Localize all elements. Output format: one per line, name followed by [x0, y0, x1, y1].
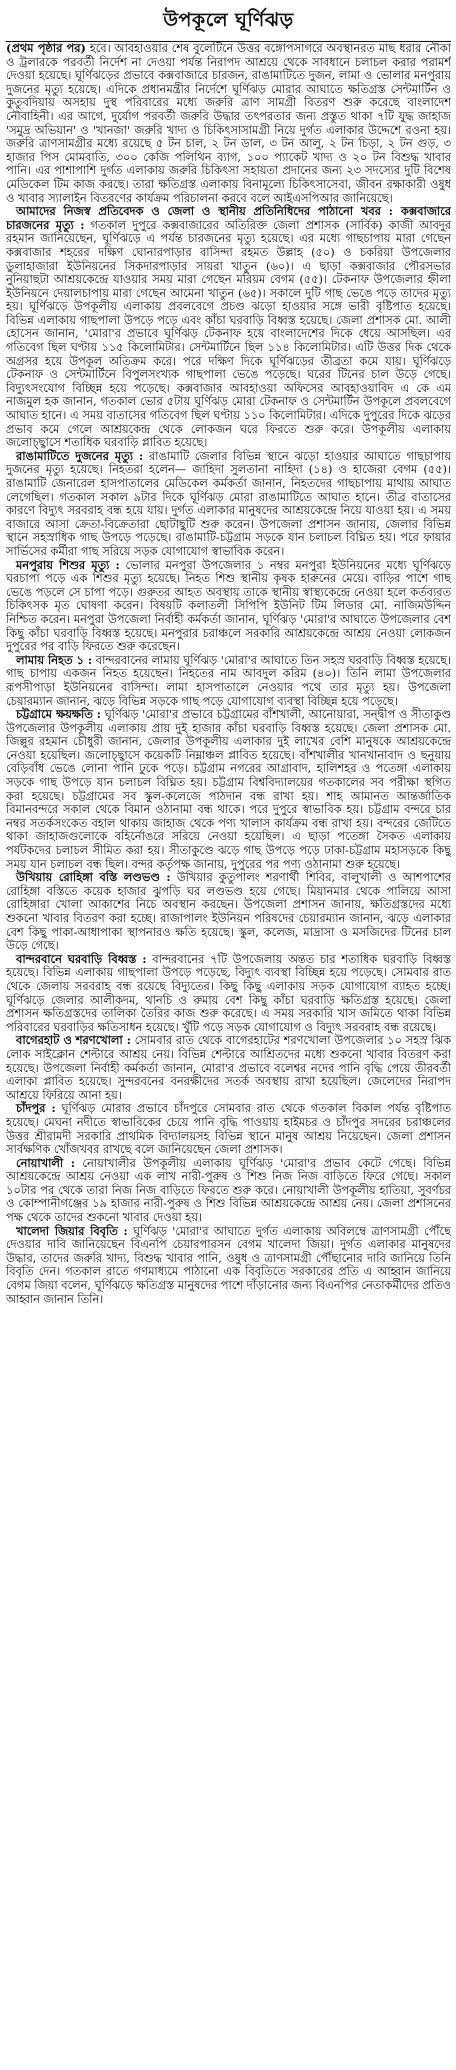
- section-lead: লামায় নিহত ১ :: [16, 652, 93, 667]
- section-text: ঘূর্ণিঝড় 'মোরা'র আঘাতে দুর্গত এলাকায় অবিলম্বে ত্রাণসামগ্রী পৌঁছে দেওয়ার দাবি জানিয়েছেন বিএনপি চেয়ারপারসন বেগম খালেদা জিয়া। দুর্গত এলাকার মানুষদের উদ্ধার, তাদের জরুরি খাদ্য, বিশুদ্ধ খাবার পানি, ওষুধ ও ত্রাণসামগ্রী পৌঁছানোর দাবি জানিয়ে তিনি বিবৃতি দেন। গতকাল রাতে গণমাধ্যমে পাঠানো এক বিবৃতিতে সরকারের প্রতি এ আহ্বান জানিয়ে বেগম জিয়া বলেন, ঘূর্ণিঝড়ে ক্ষতিগ্রস্ত মানুষদের পাশে দাঁড়ানোর জন্য বিএনপির নেতাকর্মীদের প্রতিও আহ্বান জানান তিনি।: [6, 1223, 451, 1306]
- section-text: উখিয়ার কুতুপালং শরণার্থী শিবির, বালুখালী ও আশপাশের রোহিঙ্গা বস্তিতে কয়েক হাজার ঝুপড়ি ঘর লণ্ডভণ্ড হয়ে গেছে। মিয়ানমার থেকে পালিয়ে আসা রোহিঙ্গারা খোলা আকাশের নিচে অবস্থান করছেন। উপজেলা প্রশাসন জানায়, ক্ষতিগ্রস্তদের মধ্যে শুকনো খাবার বিতরণ করা হচ্ছে। রাজাপালং ইউনিয়ন পরিষদের চেয়ারম্যান জানান, ঝড়ে এলাকার বেশ কিছু পাকা-আধাপাকা স্থাপনারও ক্ষতি হয়েছে। স্কুল, কলেজ, মাদ্রাসা ও মসজিদের টিনের চাল উড়ে গেছে।: [6, 870, 451, 953]
- section-text: বান্দরবানের লামায় ঘূর্ণিঝড় 'মোরা'র আঘাতে তিন সহস্র ঘরবাড়ি বিধ্বস্ত হয়েছে। গাছ চাপায় একজন নিহত হয়েছেন। নিহতের নাম আবদুল করিম (৪০)। তিনি লামা উপজেলার রূপসীপাড়া ইউনিয়নের বাসিন্দা। লামা হাসপাতালে নেওয়ার পথে তার মৃত্যু হয়। উপজেলা চেয়ারম্যান জানান, ঝড়ে বিভিন্ন সড়কে গাছ পড়ে যোগাযোগ ব্যবস্থা বিচ্ছিন্ন হয়ে পড়েছে।: [6, 652, 451, 708]
- article-section: [6, 708, 451, 871]
- section-text: নোয়াখালীর উপকূলীয় এলাকায় ঘূর্ণিঝড় 'মোরা'র প্রভাব কেটে গেছে। বিভিন্ন আশ্রয়কেন্দ্রে আশ্রয় নেওয়া এক লাখ নারী-পুরুষ ও শিশু নিজ নিজ বাড়িতে ফিরে গেছে। সকাল ১০টার পর থেকে তারা নিজ নিজ বাড়িতে ফিরতে শুরু করে। নোয়াখালী উপকূলীয় হাতিয়া, সুবর্ণচর ও কোম্পানীগঞ্জের ১৯ হাজার নারী-পুরুষ ও শিশু বিভিন্ন আশ্রয়কেন্দ্রে আশ্রয় নেয়। জেলা প্রশাসনের পক্ষ থেকে তাদের শুকনো খাবার দেওয়া হয়।: [6, 1155, 451, 1225]
- section-lead: আমাদের নিজস্ব প্রতিবেদক ও জেলা ও স্থানীয় প্রতিনিধিদের পাঠানো খবর : কক্সবাজারে চারজনের মৃত্যু :: [6, 204, 451, 232]
- section-lead: উখিয়ায় রোহিঙ্গা বস্তি লণ্ডভণ্ড :: [16, 870, 171, 885]
- section-text: সোমবার রাত থেকে বাগেরহাটের শরণখোলা উপজেলার ১০ সহস্র ঝিক লোক সাইক্লোন শেল্টারে আশ্রয় নেয়। বিভিন্ন শেল্টারে আশ্রিতদের মধ্যে শুকনো খাবার বিতরণ করা হয়েছে। উপজেলা নির্বাহী কর্মকর্তা জানান, মোরা'র প্রভাবে বলেশ্বর নদের পানি বৃদ্ধি পেয়ে তীরবর্তী এলাকা প্লাবিত হয়েছে। সুন্দরবনের বনরক্ষীদের সতর্ক অবস্থায় রাখা হয়েছিল। জেলেদের নিরাপদ আশ্রয়ে ফিরিয়ে আনা হয়।: [6, 1033, 451, 1102]
- article-section: [6, 953, 451, 1035]
- section-lead: বান্দরবানে ঘরবাড়ি বিধ্বস্ত :: [16, 951, 147, 966]
- section-text: ভোলার মনপুরা উপজেলার ১ নম্বর মনপুরা ইউনিয়নের মধ্যে ঘূর্ণিঝড়ে ঘরচাপা পড়ে এক শিশুর মৃত্যু হয়েছে। নিহত শিশু স্থানীয় কৃষক হারুনের মেয়ে। বাড়ির পাশে গাছ ভেঙে পড়লে সে চাপা পড়ে। গুরুতর আহত অবস্থায় তাকে স্থানীয় স্বাস্থ্যকেন্দ্রে নেওয়া হলে কর্তব্যরত চিকিৎসক মৃত ঘোষণা করেন। বিষয়টি কলাতলী সিপিপি ইউনিট টিম লিডার মো. নাজিমউদ্দিন নিশ্চিত করেন। মনপুরা উপজেলা নির্বাহী কর্মকর্তা জানান, ঘূর্ণিঝড় 'মোরা'র আঘাতে উপজেলার বেশ কিছু কাঁচা ঘরবাড়ি বিধ্বস্ত হয়েছে। মনপুরার চরাঞ্চলে সরকারি আশ্রয়কেন্দ্রে আশ্রয় নেওয়া লোকজন দুপুরের পর বাড়ি ফিরতে শুরু করেছেন।: [6, 557, 451, 654]
- article-section: [6, 205, 451, 450]
- section-text: ঘূর্ণিঝড় 'মোরা'র প্রভাবে চট্টগ্রামের বাঁশখালী, আনোয়ারা, সন্দ্বীপ ও সীতাকুণ্ড উপজেলার উপকূলীয় এলাকায় প্রায় দুই হাজার কাঁচা ঘরবাড়ি বিধ্বস্ত হয়েছে। জেলা প্রশাসক মো. জিল্লুর রহমান চৌধুরী জানান, জেলার উপকূলীয় এলাকার দুই লাখের বেশি মানুষকে আশ্রয়কেন্দ্রে নেওয়া হয়েছিল। জলোচ্ছ্বাসে কয়েকটি নিম্নাঞ্চল প্লাবিত হয়েছে। বাঁশখালীর খানখানাবাদ ও ছনুয়ায় বেড়িবাঁধ ভেঙে লোনা পানি ঢুকে পড়ে। চট্টগ্রাম নগরের আগ্রাবাদ, হালিশহর ও পতেঙ্গা এলাকায় সড়কে গাছ উপড়ে যান চলাচল বিঘ্নিত হয়। চট্টগ্রাম বিশ্ববিদ্যালয়ের গতকালের সব পরীক্ষা স্থগিত করা হয়েছে। চট্টগ্রামের সব স্কুল-কলেজে পাঠদান বন্ধ রাখা হয়। শাহ আমানত আন্তর্জাতিক বিমানবন্দরে সকাল থেকে বিমান ওঠানামা বন্ধ থাকে। পরে দুপুরে স্বাভাবিক হয়। চট্টগ্রাম বন্দরে চার নম্বর সতর্কসংকেত বহাল থাকায় জাহাজ থেকে পণ্য খালাস কার্যক্রম বন্ধ রাখা হয়। বন্দরের জেটিতে থাকা জাহাজগুলোকে বহির্নোঙরে সরিয়ে নেওয়া হয়েছিল। এ ছাড়া পতেঙ্গা সৈকত এলাকায় পর্যটকদের চলাচল সীমিত করা হয়। সীতাকুণ্ডে ঝড়ে গাছ উপড়ে পড়ে ঢাকা-চট্টগ্রাম মহাসড়কে কিছু সময় যান চলাচল বন্ধ ছিল। বন্দর কর্তৃপক্ষ জানায়, দুপুরের পর পণ্য ওঠানামা শুরু হয়েছে।: [6, 707, 451, 871]
- section-lead: (প্রথম পৃষ্ঠার পর): [6, 42, 86, 55]
- article-section: [6, 1225, 451, 1307]
- article-section: [6, 871, 451, 953]
- section-text: রাঙামাটি জেলার বিভিন্ন স্থানে ঝড়ো হাওয়ার আঘাতে গাছচাপায় দুজনের মৃত্যু হয়েছে। নিহতরা হলেন— জাহিদা সুলতানা নাহিদা (১৪) ও হাজেরা বেগম (৫৫)। রাঙামাটি জেনারেল হাসপাতালের মেডিকেল কর্মকর্তা জানান, নিহতদের গাছচাপায় মাথায় আঘাত লেগেছিল। গতকাল সকাল ৯টার দিকে ঘূর্ণিঝড় মোরা রাঙামাটিতে আঘাত হানে। তীব্র বাতাসের কারণে বিদ্যুৎ সরবরাহ বন্ধ হয়ে যায়। দুর্গত এলাকার মানুষদের আশ্রয়কেন্দ্রে নিয়ে যাওয়া হয়। এ সময় বাজারে আসা ক্রেতা-বিক্রেতারা ছোটাছুটি শুরু করেন। উপজেলা প্রশাসন জানায়, জেলার বিভিন্ন স্থানে সহস্রাধিক গাছ উপড়ে পড়েছে। রাঙামাটি-চট্টগ্রাম সড়কে যান চলাচল বিঘ্নিত হয়। পরে ফায়ার সার্ভিসের কর্মীরা গাছ সরিয়ে সড়ক যোগাযোগ স্বাভাবিক করেন।: [6, 448, 451, 558]
- section-lead: চাঁদপুর :: [16, 1101, 56, 1116]
- section-text: গতকাল দুপুরে কক্সবাজারের অতিরিক্ত জেলা প্রশাসক (সার্বিক) কাজী আবদুর রহমান জানিয়েছেন, ঘূর্ণিঝড়ে এ পর্যন্ত চারজনের মৃত্যু হয়েছে। এর মধ্যে গাছচাপায় মারা গেছেন কক্সবাজার শহরের দক্ষিণ ঘোনারপাড়ার বাসিন্দা রহমত উল্লাহ (৫০) ও চকরিয়া উপজেলার ডুলাহাজারা ইউনিয়নের সিকদারপাড়ার সায়রা খাতুন (৬০)। এ ছাড়া কক্সবাজার পৌরসভার নুনিয়াছটা আশ্রয়কেন্দ্রে যাওয়ার সময় মারা গেছেন মরিয়ম বেগম (৫৫)। টেকনাফ উপজেলার হ্নীলা ইউনিয়নে দেয়ালচাপায় মারা গেছেন আমেনা খাতুন (৬৫)। সকালে দুটি গাছ ভেঙে পড়ে তাদের মৃত্যু হয়। ঘূর্ণিঝড়ে উপকূলীয় এলাকায় প্রবলবেগে প্রচণ্ড ঝড়ো হাওয়ার সঙ্গে ভারী বৃষ্টিপাত হয়েছে। বিভিন্ন এলাকায় গাছপালা উপড়ে পড়ে এবং কাঁচা ঘরবাড়ি বিধ্বস্ত হয়েছে। জেলা প্রশাসক মো. আলী হোসেন জানান, 'মোরা'র প্রভাবে ঘূর্ণিঝড় টেকনাফ হয়ে বাংলাদেশের দিকে ধেয়ে আসছিল। এর গতিবেগ ছিল ঘণ্টায় ১১৫ কিলোমিটার। সেন্টমার্টিনে ছিল ১১৪ কিলোমিটার। এটি উত্তর দিক থেকে অগ্রসর হয়ে উপকূল অতিক্রম করে। পরে দক্ষিণ দিকে ঘূর্ণিঝড়ের তীব্রতা কমে যায়। ঘূর্ণিঝড়ে টেকনাফ ও সেন্টমার্টিনে বিপুলসংখ্যক গাছপালা ভেঙে পড়েছে। ঘরের টিনের চাল উড়ে গেছে। বিদ্যুৎসংযোগ বিচ্ছিন্ন হয়ে পড়েছে। কক্সবাজার আবহাওয়া অফিসের আবহাওয়াবিদ এ কে এম নাজমুল হক জানান, গতকাল ভোর ৫টায় ঘূর্ণিঝড় মোরা টেকনাফ ও সেন্টমার্টিন উপকূলে প্রবলবেগে আঘাত হানে। এ সময় বাতাসের গতিবেগ ছিল ঘণ্টায় ১১০ কিলোমিটার। এদিকে দুপুরের দিকে ঝড়ের প্রভাব কমে গেলে আশ্রয়কেন্দ্র থেকে লোকজন ঘরে ফিরতে শুরু করে। উপকূলীয় এলাকায় জলোচ্ছ্বাসে শতাধিক ঘরবাড়ি প্লাবিত হয়েছে।: [6, 217, 451, 450]
- section-text: বান্দরবানের ৭টি উপজেলায় অন্তত চার শতাধিক ঘরবাড়ি বিধ্বস্ত হয়েছে। বিভিন্ন এলাকায় গাছপালা উপড়ে পড়েছে, বিদ্যুৎ ব্যবস্থা বিচ্ছিন্ন হয়ে পড়েছে। সোমবার রাত থেকে জেলায় সরবরাহ বন্ধ রয়েছে বিদ্যুতের। কিছু কিছু এলাকায় সড়ক যোগাযোগ ব্যাহত হচ্ছে। ঘূর্ণিঝড়ে জেলার আলীকদম, থানচি ও রুমায় বেশ কিছু কাঁচা ঘরবাড়ি ক্ষতিগ্রস্ত হয়েছে। জেলা প্রশাসন ক্ষতিগ্রস্তদের তালিকা তৈরির কাজ শুরু করেছে। এ সময় সরকারি খাস জমিতে থাকা বিভিন্ন পরিবারের ঘরবাড়ির ক্ষতিসাধন হয়েছে। খুঁটি পড়ে সড়ক যোগাযোগ ও বিদ্যুৎ সরবরাহ বন্ধ রয়েছে।: [6, 951, 451, 1034]
- section-text: হবে। আবহাওয়ার শেষ বুলেটিনে উত্তর বঙ্গোপসাগরে অবস্থানরত মাছ ধরার নৌকা ও ট্রলারকে পরবর্তী নির্দেশ না দেওয়া পর্যন্ত নিরাপদ আশ্রয়ে থেকে সাবধানে চলাচল করার পরামর্শ দেওয়া হয়েছে। ঘূর্ণিঝড়ের প্রভাবে কক্সবাজারে চারজন, রাঙামাটিতে দুজন, লামা ও ভোলার মনপুরায় দুজনের মৃত্যু হয়েছে। এদিকে প্রধানমন্ত্রীর নির্দেশে ঘূর্ণিঝড় মোরার আঘাতে ক্ষতিগ্রস্ত সেন্টমার্টিন ও কুতুবদিয়ায় অসহায় দুস্থ পরিবারের মধ্যে জরুরি ত্রাণ সামগ্রী বিতরণ শুরু করেছে বাংলাদেশ নৌবাহিনী। এর আগে, দুর্যোগ পরবর্তী জরুরি উদ্ধার তৎপরতার জন্য প্রস্তুত থাকা ৭টি যুদ্ধ জাহাজ 'সমুদ্র অভিযান' ও 'খানজা' জরুরি খাদ্য ও চিকিৎসাসামগ্রী নিয়ে দুর্গত এলাকার উদ্দেশে রওনা হয়। জরুরি ত্রাণসামগ্রীর মধ্যে রয়েছে ৫ টন চাল, ২ টন ডাল, ৩ টন আলু, ২ টন চিড়া, ২ টন গুড়, ৩ হাজার পিস মোমবাতি, ৩০০ কেজি পলিথিন ব্যাগ, ১০০ প্যাকেট খাদ্য ও ২০ টন বিশুদ্ধ খাবার পানি। এর পাশাপাশি দুর্গত এলাকায় জরুরি চিকিৎসা সহায়তা প্রদানের জন্য ২৩ সদস্যের দুটি বিশেষ মেডিকেল টিম কাজ করছে। তারা ক্ষতিগ্রস্ত এলাকায় বিনামূল্যে চিকিৎসাসেবা, জীবন রক্ষাকারী ওষুধ ও খাবার স্যালাইন বিতরণের কার্যক্রম পরিচালনা করবে বলে আইএসপিআর জানিয়েছে।: [6, 42, 451, 205]
- article-section: [6, 654, 451, 708]
- section-lead: খালেদা জিয়ার বিবৃতি :: [16, 1223, 128, 1238]
- section-lead: রাঙামাটিতে দুজনের মৃত্যু :: [16, 448, 144, 463]
- article-headline: উপকূলে ঘূর্ণিঝড়: [163, 9, 294, 31]
- article-section: [6, 1034, 451, 1102]
- section-lead: চট্টগ্রামে ক্ষয়ক্ষতি :: [16, 707, 101, 722]
- article-section: [6, 559, 451, 654]
- article-section: [6, 450, 451, 559]
- section-text: ঘূর্ণিঝড় মোরার প্রভাবে চাঁদপুরে সোমবার রাত থেকে গতকাল বিকাল পর্যন্ত বৃষ্টিপাত হয়েছে। মেঘনা নদীতে স্বাভাবিকের চেয়ে পানি বৃদ্ধি পাওয়ায় হাইমচর ও চাঁদপুর সদরের চরাঞ্চলের উত্তর শ্রীরামদী সরকারি প্রাথমিক বিদ্যালয়সহ বিভিন্ন স্থানে মানুষ আশ্রয় নিয়েছেন। জেলা প্রশাসন সার্বক্ষণিক খোঁজখবর রাখছে বলে জানিয়েছেন জেলা প্রশাসক।: [6, 1101, 451, 1157]
- section-lead: নোয়াখালী :: [16, 1155, 75, 1170]
- article-section: [6, 1157, 451, 1225]
- article-section: [6, 42, 451, 205]
- section-lead: মনপুরায় শিশুর মৃত্যু :: [16, 557, 120, 572]
- article-section: [6, 1102, 451, 1156]
- article-body: [6, 42, 451, 2064]
- section-lead: বাগেরহাট ও শরণখোলা :: [16, 1033, 131, 1048]
